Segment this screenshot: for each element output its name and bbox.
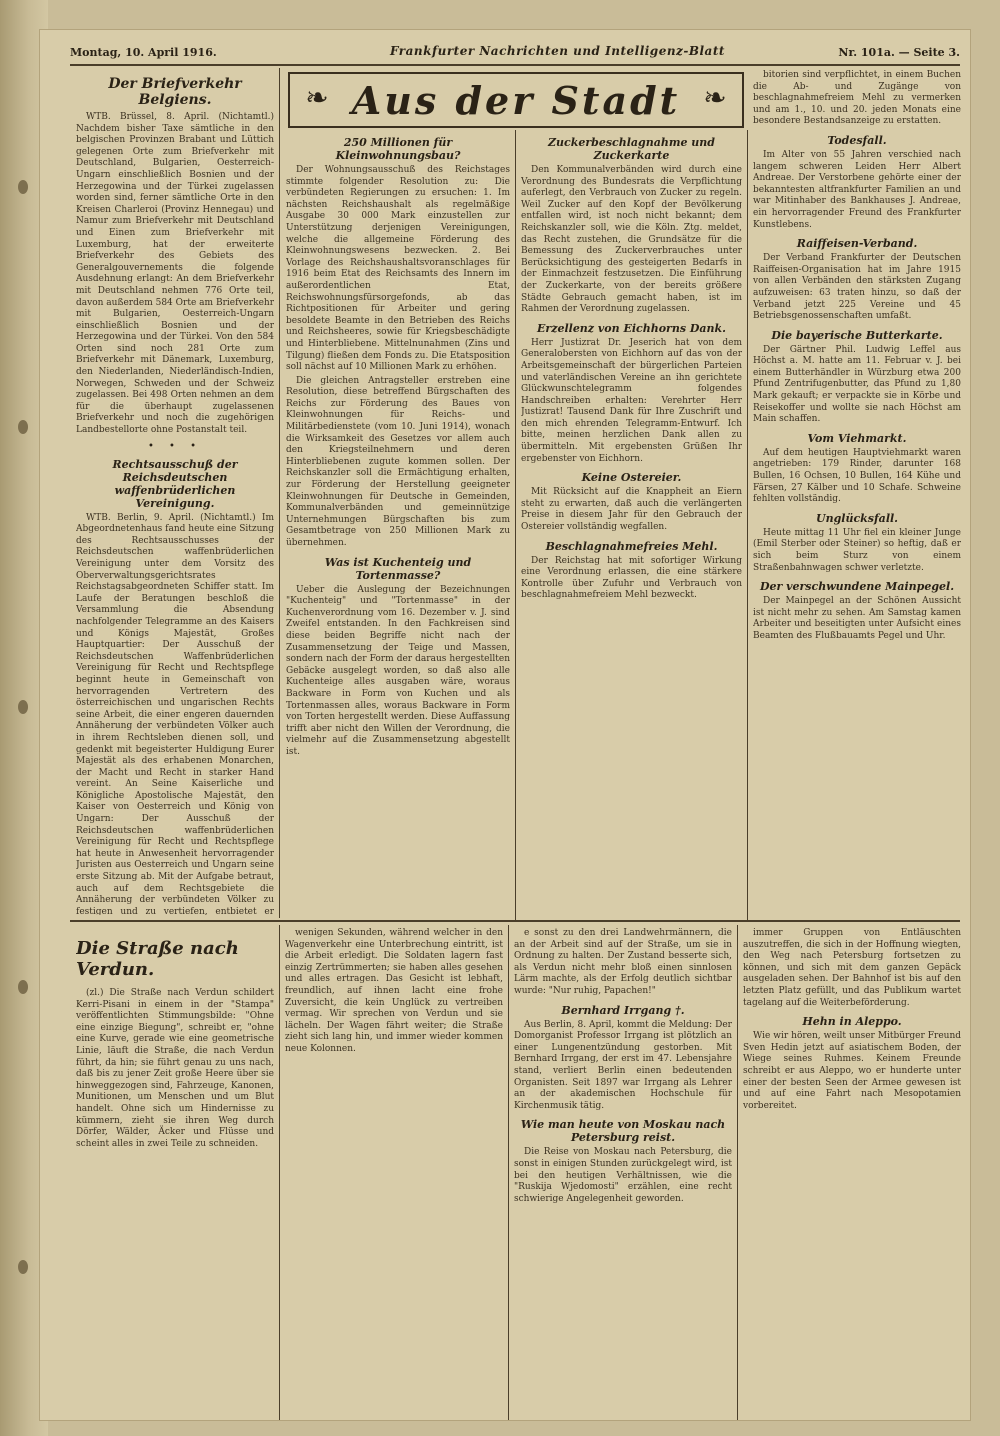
right-column: [753, 70, 961, 915]
ornament-right-icon: ❧: [703, 81, 727, 114]
article-heading: 250 Millionen für Kleinwohnungsbau?: [335, 136, 461, 162]
article-heading: Vom Viehmarkt.: [807, 431, 907, 445]
column-rule: [747, 130, 748, 920]
article-heading: Die bayerische Butterkarte.: [771, 328, 943, 342]
article-heading: Hehn in Aleppo.: [802, 1015, 902, 1029]
article-body: Der Verband Frankfurter der Deutschen Raiffeisen-Organisation hat im Jahre 1915 von allen Verbänden den stärksten Zugang aufzuweisen: 63 traten hinzu, so daß der Verband jetzt 225 Vereine und 45 Betriebsgenossenschaften umfaßt.: [753, 253, 961, 322]
article-heading: Erzellenz von Eichhorns Dank.: [537, 321, 726, 335]
article-heading: Rechtsausschuß der Reichsdeutschen waffenbrüderlichen Vereinigung.: [112, 457, 238, 510]
article-body: Der Mainpegel an der Schönen Aussicht ist nicht mehr zu sehen. Am Samstag kamen Arbeiter und beseitigten unter Aufsicht eines Beamten des Flußbauamts Pegel und Uhr.: [753, 596, 961, 641]
article-body: Aus Berlin, 8. April, kommt die Meldung: Der Domorganist Professor Irrgang ist plötzlich an einer Lungenentzündung gestorben. Mit Bernhard Irrgang, der erst im 47. Lebensjahre stand, verliert Berlin einen bedeutenden Organisten. Seit 1897 war Irrgang als Lehrer an der akademischen Hochschule für Kirchenmusik tätig.: [514, 1019, 732, 1111]
column-rule: [279, 925, 280, 1420]
left-column: [76, 70, 274, 915]
separator-dots: • • •: [147, 440, 203, 452]
article-heading: Keine Ostereier.: [581, 471, 682, 485]
article-heading: Wie man heute von Moskau nach Petersburg reist.: [520, 1118, 726, 1145]
article-body: Auf dem heutigen Hauptviehmarkt waren angetrieben: 179 Rinder, darunter 168 Bullen, 16 Ochsen, 10 Bullen, 164 Kühe und Färsen, 27 Kälber und 10 Schafe. Schweine fehlten vollständig.: [753, 447, 961, 505]
article-heading: Der Briefverkehr Belgiens.: [108, 76, 242, 108]
article-heading: Beschlagnahmefreies Mehl.: [545, 539, 718, 553]
middle-column-right: [521, 130, 742, 915]
article-body: Im Alter von 55 Jahren verschied nach langem schweren Leiden Herr Albert Andreae. Der Verstorbene gehörte einer der bekanntesten altfrankfurter Familien an und war Mitinhaber des Bankhauses J. Andreae, ein hervorragender Freund des Frankfurter Kunstlebens.: [753, 149, 961, 230]
header-date: Montag, 10. April 1916.: [70, 46, 217, 59]
article-body: Wie wir hören, weilt unser Mitbürger Freund Sven Hedin jetzt auf asiatischem Boden, der Wiege seines Ruhmes. Keinem Freunde schreibt er aus Aleppo, wo er hunderte unter einer der besten Seen der Armee gewesen ist und auf eine Fahrt nach Mesopotamien vorbereitet.: [743, 1031, 961, 1111]
masthead: Frankfurter Nachrichten und Intelligenz-Blatt: [390, 44, 725, 58]
page-header: [70, 42, 960, 62]
article-body: Ueber die Auslegung der Bezeichnungen "Kuchenteig" und "Tortenmasse" in der Kuchenverordnung vom 16. Dezember v. J. sind Zweifel entstanden. In den Fachkreisen sind diese beiden Begriffe nicht nach der Zusammensetzung der Teige und Massen, sondern nach der Form der daraus hergestellten Gebäcke ausgelegt worden, so daß also alle Kuchenteige alles ausgaben wäre, woraus Backware in Form von Kuchen und als Tortenmassen alles, woraus Backware in Form von Torten hergestellt werden. Diese Auffassung trifft aber nicht den Willen der Verordnung, die vielmehr auf die Zusammensetzung abgestellt ist.: [286, 584, 510, 757]
article-body: bitorien sind verpflichtet, in einem Buchen die Ab- und Zugänge von beschlagnahmefreiem Mehl zu vermerken und am 1., 10. und 20. jeden Monats eine besondere Bestandsanzeige zu erstatten.: [753, 70, 961, 127]
page-number: Nr. 101a. — Seite 3.: [838, 46, 960, 59]
article-heading: Zuckerbeschlagnahme und Zuckerkarte: [548, 136, 715, 162]
article-body: (zl.) Die Straße nach Verdun schildert Kerri-Pisani in einem in der "Stampa" veröffentlichten Stimmungsbilde: "Ohne eine einzige Biegung", schreibt er, "ohne eine Kurve, gerade wie eine geometrische Linie, läuft die Straße, die nach Verdun führt, da hin; sie führt genau zu uns nach, daß bis zu jener Zeit große Heere über sie hinweggezogen sind, Fahrzeuge, Kanonen, Munitionen, um Menschen und um Blut handelt. Ohne sich um Hindernisse zu kümmern, zieht sie ihren Weg durch Dörfer, Wälder, Äcker und Flüsse und scheint alles in zwei Teile zu schneiden.: [76, 988, 274, 1149]
section-title: Aus der Stadt: [351, 78, 681, 123]
article-heading: Bernhard Irrgang †.: [561, 1003, 685, 1017]
section-banner: [288, 72, 744, 128]
column-rule: [508, 925, 509, 1420]
column-rule: [515, 130, 516, 920]
column-rule: [279, 68, 280, 918]
article-body: immer Gruppen von Entläuschten auszutreffen, die sich in der Hoffnung wiegten, den Weg nach Petersburg fortsetzen zu können, und sich mit dem ganzen Gepäck ausgeladen sehen. Der Bahnhof ist bis auf den letzten Platz gefüllt, und das Publikum wartet tagelang auf die Weiterbeförderung.: [743, 928, 961, 1008]
article-body: WTB. Berlin, 9. April. (Nichtamtl.) Im Abgeordnetenhaus fand heute eine Sitzung des Rechtsausschusses der Reichsdeutschen waffenbrüderlichen Vereinigung unter dem Vorsitz des Oberverwaltungsgerichtsrates Reichstagsabgeordneten Schiffer statt. Im Laufe der Beratungen beschloß die Versammlung die Absendung nachfolgender Telegramme an des Kaisers und Königs Majestät, Großes Hauptquartier: Der Ausschuß der Reichsdeutschen Waffenbrüderlichen Vereinigung für Recht und Rechtspflege beginnt heute in Gemeinschaft von hervorragenden Vertretern des österreichischen und ungarischen Rechts seine Arbeit, die einer engeren dauernden Annäherung der verbündeten Völker auch in ihrem Rechtsleben dienen soll, und gedenkt mit begeisterter Huldigung Eurer Majestät als des erhabenen Monarchen, der Macht und Recht in starker Hand vereint. An Seine Kaiserliche und Königliche Apostolische Majestät, den Kaiser von Oesterreich und König von Ungarn: Der Ausschuß der Reichsdeutschen waffenbrüderlichen Vereinigung für Recht und Rechtspflege hat heute in Anwesenheit hervorragender Juristen aus Oesterreich und Ungarn seine erste Sitzung ab. Mit der Aufgabe betraut, auch auf dem Rechtsgebiete die Annäherung der verbündeten Völker zu festigen und zu vertiefen, entbietet er: [76, 512, 274, 915]
section-rule: [70, 920, 960, 922]
article-heading: Die Straße nach Verdun.: [76, 938, 239, 980]
article-body: Der Wohnungsausschuß des Reichstages stimmte folgender Resolution zu: Die verbündeten Regierungen zu ersuchen: 1. Im nächsten Reichshaushalt als regelmäßige Ausgabe 30 000 Mark einzustellen zur Unterstützung derjenigen Vereinigungen, welche die allgemeine Förderung des Kleinwohnungswesens bezwecken. 2. Bei Vorlage des Reichshaushaltsvoranschlages für 1916 beim Etat des Reichsamts des Innern im außerordentlichen Etat, Reichswohnungsfürsorgefonds, ab das Richtpositionen für Arbeiter und gering besoldete Beamte in den Betrieben des Reichs und Reichsheeres, sowie für Kriegsbeschädigte und Hinterbliebene. Mittelnunahmen (Zins und Tilgung) fließen dem Fonds zu. Die Etatsposition soll nächst auf 10 Millionen Mark zu erhöhen. Die gleichen Antragsteller erstreben eine Resolution, diese betreffend Bürgschaften des Reichs zur Förderung des Baues von Kleinwohnungen für Reichs- und Militärbedienstete (vom 10. Juni 1914), wonach die Wirksamkeit des Gesetzes vor allem auch den Kriegsteilnehmern und deren Hinterbliebenen zugute kommen sollen. Der Reichskanzler soll die Ermächtigung erhalten, zur Förderung der Herstellung geeigneter Kleinwohnungen für Deutsche in Gemeinden, Kommunalverbänden und gemeinnützige Unternehmungen Bürgschaften bis zum Gesamtbetrage von 250 Millionen Mark zu übernehmen.: [286, 165, 510, 548]
article-heading: Unglücksfall.: [815, 511, 899, 525]
article-body: e sonst zu den drei Landwehrmännern, die an der Arbeit sind auf der Straße, um sie in Ordnung zu halten. Der Zustand besserte sich, als Verdun nicht mehr bloß einen sinnlosen Lärm machte, als der Erfolg deutlich sichtbar wurde: "Nur ruhig, Papachen!": [514, 928, 732, 996]
article-heading: Der verschwundene Mainpegel.: [759, 580, 955, 594]
article-body: Heute mittag 11 Uhr fiel ein kleiner Junge (Emil Sterber oder Steiner) so heftig, daß er sich beim Sturz von einem Straßenbahnwagen schwer verletzte.: [753, 527, 961, 573]
article-body: Der Reichstag hat mit sofortiger Wirkung eine Verordnung erlassen, die eine stärkere Kontrolle über Zufuhr und Verbrauch von beschlagnahmefreiem Mehl bezweckt.: [521, 555, 742, 601]
article-body: Herr Justizrat Dr. Jeserich hat von dem Generalobersten von Eichhorn auf das von der Arbeitsgemeinschaft der bürgerlichen Parteien und vaterländischen Vereine an ihn gerichtete Glückwunschtelegramm folgendes Handschreiben erhalten: Verehrter Herr Justizrat! Tausend Dank für Ihre Zuschrift und den mich ehrenden Telegramm-Entwurf. Ich bitte, meinen herzlichen Dank allen zu übermitteln. Mit ergebensten Grüßen Ihr ergebenster von Eichhorn.: [521, 337, 742, 464]
bottom-column-1: [76, 928, 274, 1408]
article-heading: Was ist Kuchenteig und Tortenmasse?: [324, 555, 472, 582]
article-body: Den Kommunalverbänden wird durch eine Verordnung des Bundesrats die Verpflichtung auferlegt, den Verbrauch von Zucker zu regeln. Weil Zucker auf den Kopf der Bevölkerung entfallen wird, ist noch nicht bekannt; dem Reichskanzler soll, wie die Köln. Ztg. meldet, das Recht zustehen, die Grundsätze für die Bemessung des Zuckerverbrauches unter Berücksichtigung des gesteigerten Bedarfs in der Einmachzeit festzusetzen. Die Einführung der Zuckerkarte, von der bereits größere Städte Gebrauch gemacht haben, ist im Rahmen der Verordnung zugelassen.: [521, 165, 742, 315]
article-body: Die Reise von Moskau nach Petersburg, die sonst in einigen Stunden zurückgelegt wird, ist bei den heutigen Verhältnissen, wie die "Ruskija Wjedomosti" erzählen, eine recht schwierige Angelegenheit geworden.: [514, 1147, 732, 1204]
ornament-left-icon: ❧: [305, 81, 329, 114]
article-body: WTB. Brüssel, 8. April. (Nichtamtl.) Nachdem bisher Taxe sämtliche in den belgischen Provinzen Brabant und Lüttich gelegenen Orte zum Briefverkehr mit Deutschland, Bulgarien, Oesterreich-Ungarn einschließlich Bosnien und der Herzegowina und der Türkei zugelassen worden sind, ferner sämtliche Orte in den Kreisen Charleroi (Provinz Hennegau) und Namur zum Briefverkehr mit Deutschland und Einen zum Briefverkehr mit Luxemburg, hat der erweiterte Briefverkehr des Gebiets des Generalgouvernements die folgende Ausdehnung erlangt: An dem Briefverkehr mit Deutschland nehmen 776 Orte teil, davon außerdem 584 Orte am Briefverkehr mit Bulgarien, Oesterreich-Ungarn einschließlich Bosnien und der Herzegowina und der Türkei. Von den 584 Orten sind noch 281 Orte zum Briefverkehr mit Dänemark, Luxemburg, den Niederlanden, Niederländisch-Indien, Norwegen, Schweden und der Schweiz zugelassen. Bei 498 Orten nehmen an dem für die überhaupt zugelassenen Briefverkehr und noch die zugehörigen Landbestellorte ohne Postanstalt teil.: [76, 112, 274, 436]
article-body: Der Gärtner Phil. Ludwig Leffel aus Höchst a. M. hatte am 11. Februar v. J. bei einem Butterhändler in Würzburg etwa 200 Pfund Zentrifugenbutter, das Pfund zu 1,80 Mark gekauft; er verpackte sie in Körbe und Reisekoffer und wollte sie nach Höchst am Main schaffen.: [753, 344, 961, 425]
middle-column-left: [286, 130, 510, 915]
article-heading: Raiffeisen-Verband.: [796, 237, 918, 251]
article-body: wenigen Sekunden, während welcher in den Wagenverkehr eine Unterbrechung eintritt, ist die Arbeit erledigt. Die Soldaten lagern fast einzig Zertrümmerten; sie haben alles gesehen und alles ertragen. Das Gesicht ist lebhaft, freundlich, auf ihnen lacht eine frohe Zuversicht, die kein Unglück zu vertreiben vermag. Wir sprechen von Verdun und sie lächeln. Der Wagen fährt weiter; die Straße zieht sich lang hin, und immer wieder kommen neue Kolonnen.: [285, 928, 503, 1054]
column-rule: [737, 925, 738, 1420]
header-rule: [70, 64, 960, 66]
article-heading: Todesfall.: [827, 133, 887, 147]
bottom-column-4: [743, 928, 961, 1408]
bottom-column-2: [285, 928, 503, 1408]
bottom-column-3: [514, 928, 732, 1408]
article-body: Mit Rücksicht auf die Knappheit an Eiern steht zu erwarten, daß auch die verlängerten Preise in diesem Jahr für den Gebrauch der Ostereier vollständig wegfallen.: [521, 487, 742, 533]
